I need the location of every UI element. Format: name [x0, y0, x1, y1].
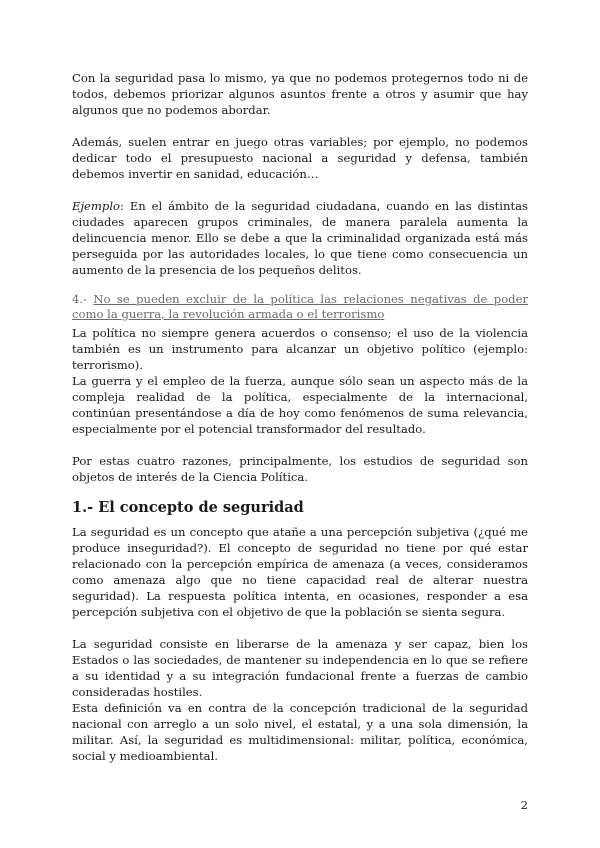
page-number: 2	[520, 798, 528, 812]
paragraph-priorizar: Con la seguridad pasa lo mismo, ya que no podemos protegernos todo ni de todos, debemos priorizar algunos asuntos frente a otros y asumir que hay algunos que no podemos abordar.	[72, 71, 528, 117]
paragraph-percepcion: La seguridad es un concepto que atañe a una percepción subjetiva (¿qué me produce inseguridad?). El concepto de seguridad no tiene por qué estar relacionado con la percepción empírica de amenaza (a veces, consideramos como amenaza algo que no tiene capacidad real de alterar nuestra seguridad). La respuesta política intenta, en ocasiones, responder a esa percepción subjetiva con el objetivo de que la población se sienta segura.	[72, 525, 528, 619]
subheading-text: No se pueden excluir de la política las relaciones negativas de poder como la guerra, la revolución armada o el terrorismo	[72, 292, 528, 321]
paragraph-guerra: La guerra y el empleo de la fuerza, aunque sólo sean un aspecto más de la compleja realidad de la política, especialmente de la internacional, continúan presentándose a día de hoy como fenómenos de suma relevancia, especialmente por el potencial transformador del resultado.	[72, 374, 528, 436]
ejemplo-label: Ejemplo	[72, 199, 121, 213]
paragraph-ejemplo	[72, 198, 528, 278]
ejemplo-text: : En el ámbito de la seguridad ciudadana, cuando en las distintas ciudades aparecen grupos criminales, de manera paralela aumenta la delincuencia menor. Ello se debe a que la criminalidad organizada está más perseguida por las autoridades locales, lo que tiene como consecuencia un aumento de la presencia de los pequeños delitos.	[72, 199, 528, 277]
subheading-point-4	[72, 292, 528, 322]
subheading-number: 4.-	[72, 292, 94, 306]
section-heading: 1.- El concepto de seguridad	[72, 499, 304, 516]
paragraph-multidimensional: Esta definición va en contra de la concepción tradicional de la seguridad nacional con arreglo a un solo nivel, el estatal, y a una sola dimensión, la militar. Así, la seguridad es multidimensional: militar, política, económica, social y medioambiental.	[72, 701, 528, 763]
paragraph-variables: Además, suelen entrar en juego otras variables; por ejemplo, no podemos dedicar todo el presupuesto nacional a seguridad y defensa, también debemos invertir en sanidad, educación…	[72, 135, 528, 181]
paragraph-razones: Por estas cuatro razones, principalmente, los estudios de seguridad son objetos de interés de la Ciencia Política.	[72, 454, 528, 484]
paragraph-amenaza: La seguridad consiste en liberarse de la amenaza y ser capaz, bien los Estados o las sociedades, de mantener su independencia en lo que se refiere a su identidad y a su integración fundacional frente a fuerzas de cambio consideradas hostiles.	[72, 637, 528, 699]
paragraph-violencia: La política no siempre genera acuerdos o consenso; el uso de la violencia también es un instrumento para alcanzar un objetivo político (ejemplo: terrorismo).	[72, 326, 528, 372]
